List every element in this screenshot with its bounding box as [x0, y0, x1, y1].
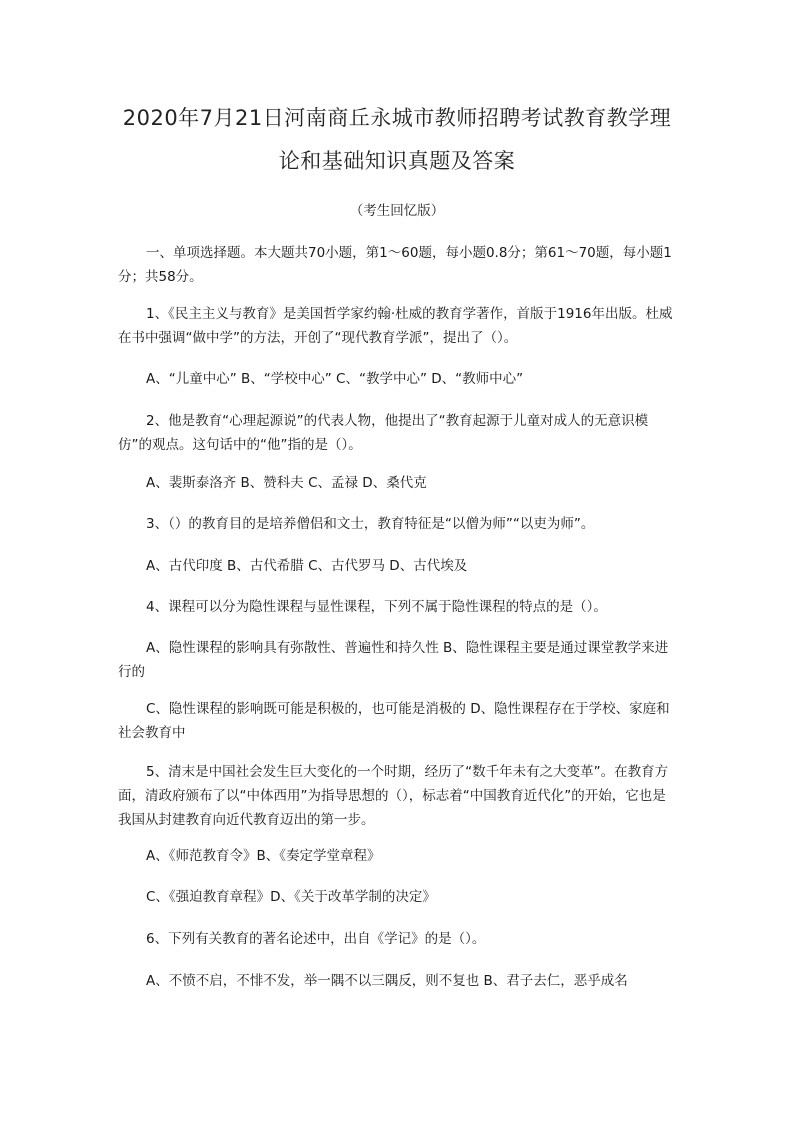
question-5	[118, 760, 678, 832]
question-3	[118, 512, 678, 536]
question-4-options-ab	[118, 636, 678, 684]
question-3-text: 3、（）的教育目的是培养僧侣和文士，教育特征是“以僧为师”“以吏为师”。	[146, 516, 595, 532]
question-5-options-ab-text: A、《师范教育令》B、《奏定学堂章程》	[146, 848, 381, 864]
question-4-options-cd-text: C、隐性课程的影响既可能是积极的，也可能是消极的 D、隐性课程存在于学校、家庭和社会教育中	[118, 701, 670, 741]
section-heading-text: 一、单项选择题。本大题共70小题，第1～60题，每小题0.8分；第61～70题，每小题1分；共58分。	[118, 245, 672, 285]
question-6-options-ab	[118, 969, 678, 993]
question-1-options	[118, 367, 678, 391]
question-4	[118, 595, 678, 619]
question-1	[118, 302, 678, 350]
question-2-options	[118, 471, 678, 495]
question-6-options-ab-text: A、不愤不启，不悱不发，举一隅不以三隅反，则不复也 B、君子去仁，恶乎成名	[146, 973, 628, 989]
question-1-text: 1、《民主主义与教育》是美国哲学家约翰·杜威的教育学著作，首版于1916年出版。杜威在书中强调“做中学”的方法，开创了“现代教育学派”，提出了（）。	[118, 306, 673, 346]
question-1-options-text: A、“儿童中心” B、“学校中心” C、“教学中心” D、“教师中心”	[146, 371, 524, 387]
question-3-options	[118, 554, 678, 578]
question-5-options-cd-text: C、《强迫教育章程》D、《关于改革学制的决定》	[146, 889, 436, 905]
question-4-text: 4、课程可以分为隐性课程与显性课程，下列不属于隐性课程的特点的是（）。	[146, 599, 607, 615]
document-title-line-1: 2020年7月21日河南商丘永城市教师招聘考试教育教学理	[122, 106, 672, 130]
document-subtitle: （考生回忆版）	[349, 203, 445, 219]
question-4-options-ab-text: A、隐性课程的影响具有弥散性、普遍性和持久性 B、隐性课程主要是通过课堂教学来进行的	[118, 640, 669, 680]
question-3-options-text: A、古代印度 B、古代希腊 C、古代罗马 D、古代埃及	[146, 558, 468, 574]
section-heading	[118, 241, 678, 289]
question-2-options-text: A、裴斯泰洛齐 B、赞科夫 C、孟禄 D、桑代克	[146, 475, 427, 491]
question-5-options-ab	[118, 844, 678, 868]
question-2	[118, 409, 678, 457]
question-5-text: 5、清末是中国社会发生巨大变化的一个时期，经历了“数千年未有之大变革”。在教育方面，清政府颁布了以“中体西用”为指导思想的（），标志着“中国教育近代化”的开始，它也是我国从封建教育向近代教育迈出的第一步。	[118, 764, 669, 828]
question-6	[118, 927, 678, 951]
question-4-options-cd	[118, 697, 678, 745]
question-6-text: 6、下列有关教育的著名论述中，出自《学记》的是（）。	[146, 931, 486, 947]
question-2-text: 2、他是教育“心理起源说”的代表人物，他提出了“教育起源于儿童对成人的无意识模仿”的观点。这句话中的“他”指的是（）。	[118, 413, 649, 453]
question-5-options-cd	[118, 885, 678, 909]
document-title-line-2: 论和基础知识真题及答案	[278, 149, 516, 173]
